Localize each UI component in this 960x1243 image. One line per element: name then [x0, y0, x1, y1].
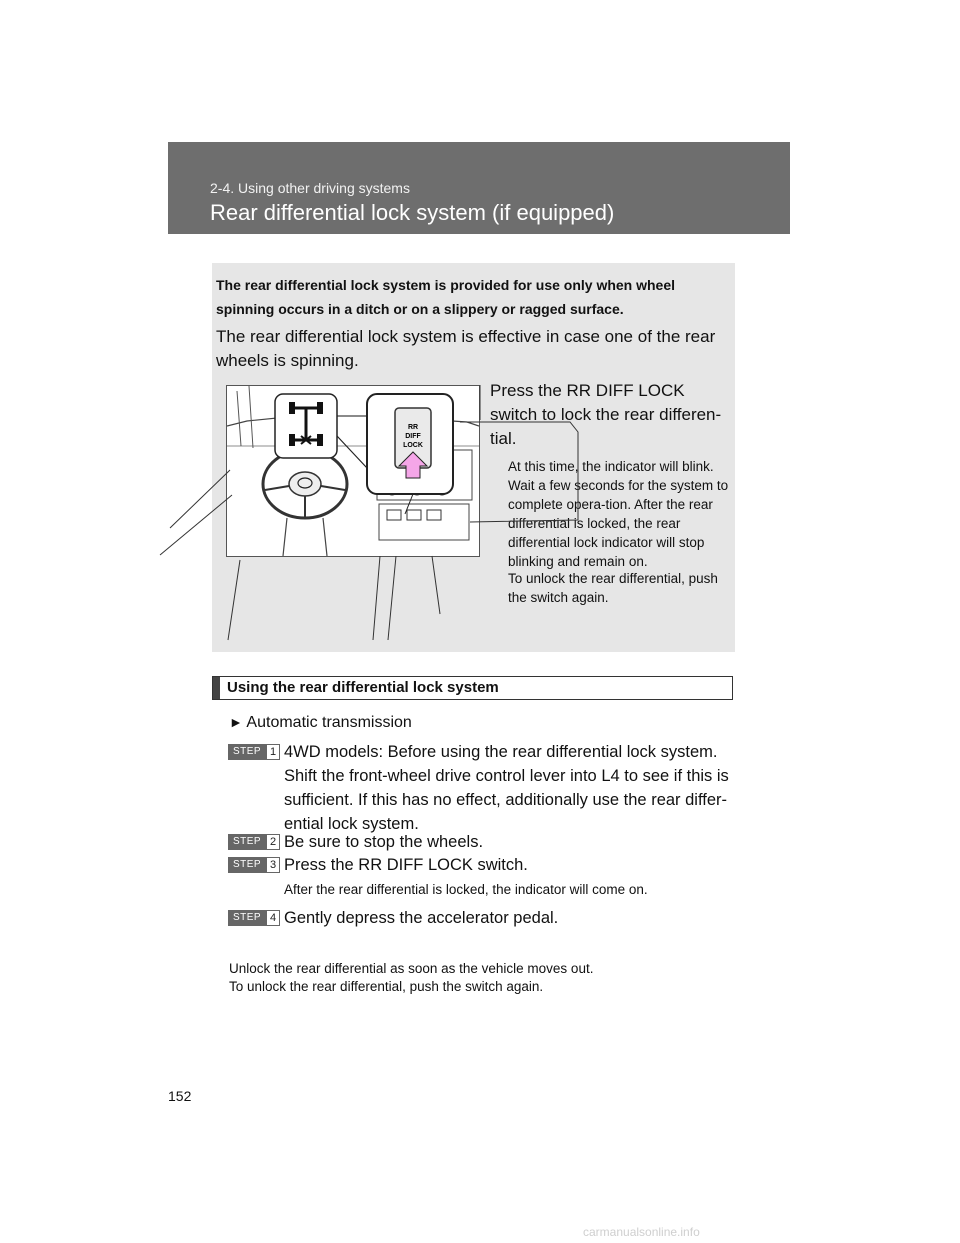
- watermark: carmanualsonline.info: [583, 1225, 700, 1239]
- step-word: STEP: [228, 857, 266, 873]
- closing-note-1: Unlock the rear differential as soon as the vehicle moves out.: [229, 961, 594, 976]
- step-number: 3: [266, 857, 280, 873]
- callout-note: At this time, the indicator will blink. Wait a few seconds for the system to complete opera-tion. After the rear differential is locked, the rear differential lock indicator will stop blinking and remain on.: [508, 459, 729, 569]
- step-note: After the rear differential is locked, the indicator will come on.: [284, 882, 648, 897]
- step-badge: [228, 910, 278, 926]
- switch-label-3: LOCK: [403, 442, 423, 449]
- section-heading: [212, 676, 733, 700]
- page-title: Rear differential lock system (if equipped): [210, 200, 615, 225]
- step-text: Gently depress the accelerator pedal.: [284, 909, 559, 927]
- step-number: 2: [266, 834, 280, 850]
- step-text: 4WD models: Before using the rear differential lock system. Shift the front-wheel drive control lever into L4 to see if this is sufficient. If this has no effect, additionally use the rear differ-ential lock system.: [284, 743, 729, 833]
- callout-unlock-note: To unlock the rear differential, push the switch again.: [508, 571, 718, 605]
- closing-notes: [229, 960, 749, 996]
- page-number: 152: [168, 1088, 192, 1104]
- step-number: 1: [266, 744, 280, 760]
- step-badge: [228, 857, 278, 873]
- step-number: 4: [266, 910, 280, 926]
- step-4: [228, 906, 728, 934]
- info-intro: The rear differential lock system is effective in case one of the rear wheels is spinning.: [216, 327, 716, 370]
- step-1: [228, 740, 728, 840]
- transmission-mode-label: Automatic transmission: [246, 714, 412, 731]
- switch-label-2: DIFF: [405, 433, 421, 440]
- info-lead: The rear differential lock system is provided for use only when wheel spinning occurs in a ditch or on a slippery or ragged surface.: [216, 277, 676, 317]
- dashboard-drawing: [227, 386, 479, 556]
- heading-bar: [213, 677, 220, 699]
- step-badge: [228, 834, 278, 850]
- step-word: STEP: [228, 910, 266, 926]
- section-heading-text: Using the rear differential lock system: [227, 679, 499, 696]
- page-header: [168, 142, 790, 234]
- callout-main: Press the RR DIFF LOCK switch to lock the rear differen-tial.: [490, 381, 722, 448]
- section-label: 2-4. Using other driving systems: [210, 180, 410, 196]
- figure-code: STY24AC018: [412, 542, 462, 551]
- step-word: STEP: [228, 744, 266, 760]
- closing-note-2: To unlock the rear differential, push the switch again.: [229, 979, 544, 994]
- step-text: Press the RR DIFF LOCK switch.: [284, 856, 528, 874]
- dashboard-illustration: [226, 385, 480, 557]
- step-badge: [228, 744, 278, 760]
- step-word: STEP: [228, 834, 266, 850]
- step-3: [228, 853, 728, 903]
- transmission-mode: [229, 714, 412, 732]
- triangle-bullet-icon: ►: [229, 714, 243, 730]
- info-box: [212, 263, 735, 652]
- step-text: Be sure to stop the wheels.: [284, 833, 484, 851]
- switch-label-1: RR: [407, 424, 419, 431]
